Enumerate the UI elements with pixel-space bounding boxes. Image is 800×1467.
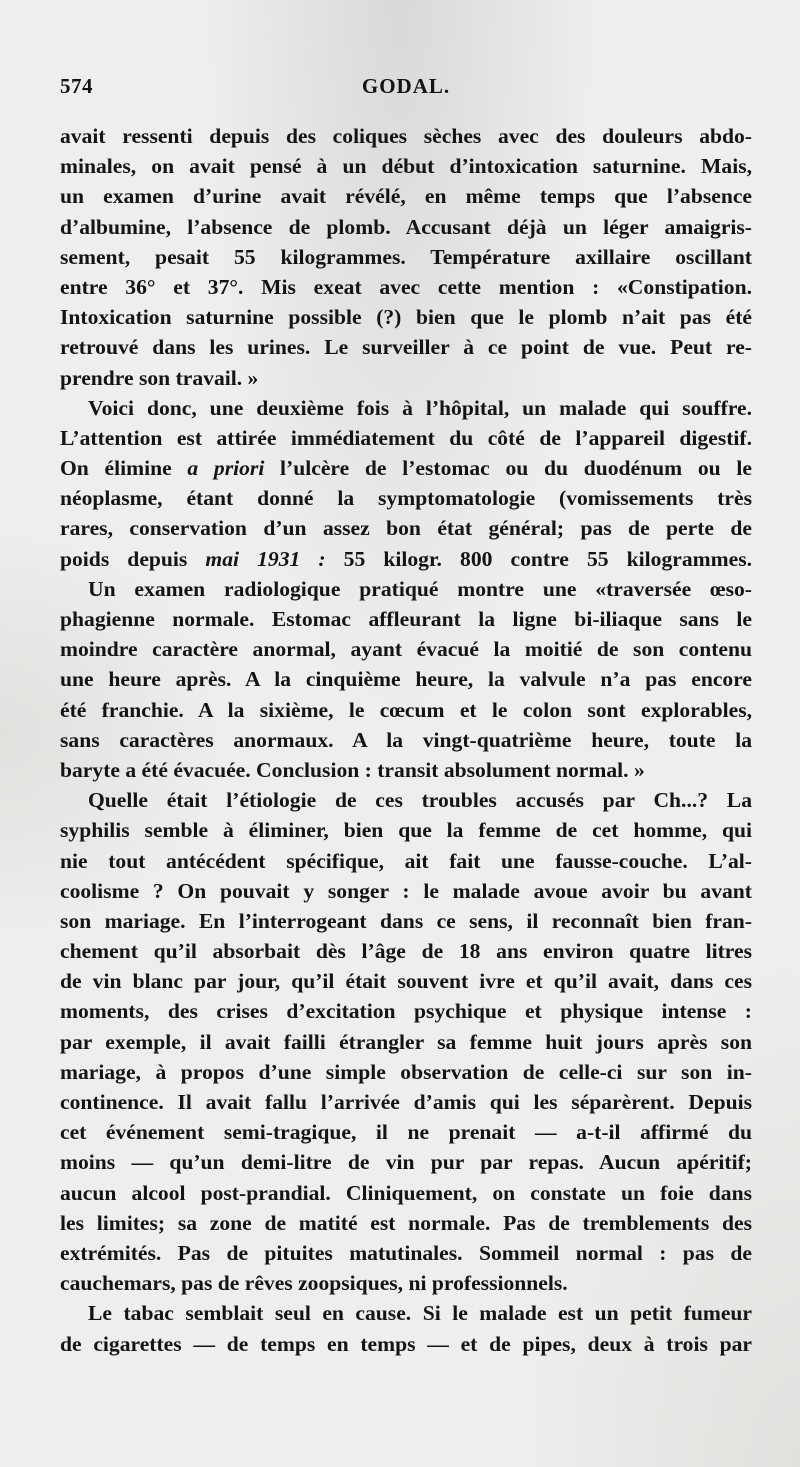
text-line: mariage, à propos d’une simple observation de celle-ci sur son in- <box>60 1059 752 1084</box>
text-line: moins — qu’un demi-litre de vin pur par repas. Aucun apéritif; <box>60 1150 752 1175</box>
text-line: syphilis semble à éliminer, bien que la femme de cet homme, qui <box>60 818 752 843</box>
text-line: extrémités. Pas de pituites matutinales. Sommeil normal : pas de <box>60 1240 752 1265</box>
text-line: sement, pesait 55 kilogrammes. Température axillaire oscillant <box>60 244 752 269</box>
text-line: On élimine a priori l’ulcère de l’estomac ou du duodénum ou le <box>60 456 752 481</box>
text-line: poids depuis mai 1931 : 55 kilogr. 800 contre 55 kilogrammes. <box>60 546 752 571</box>
text-line: continence. Il avait fallu l’arrivée d’amis qui les séparèrent. Depuis <box>60 1090 752 1114</box>
text-line: entre 36° et 37°. Mis exeat avec cette mention : «Constipation. <box>60 274 752 299</box>
text-line: aucun alcool post-prandial. Cliniquement, on constate un foie dans <box>60 1180 752 1205</box>
text-line: coolisme ? On pouvait y songer : le malade avoue avoir bu avant <box>60 878 752 903</box>
text-line: cauchemars, pas de rêves zoopsiques, ni professionnels. <box>60 1271 568 1296</box>
text-line: néoplasme, étant donné la symptomatologie (vomissements très <box>60 486 752 511</box>
text-line: moindre caractère anormal, ayant évacué la moitié de son contenu <box>60 637 752 662</box>
text-line: un examen d’urine avait révélé, en même temps que l’absence <box>60 184 752 209</box>
page-number: 574 <box>60 74 93 98</box>
text-line: sans caractères anormaux. A la vingt-quatrième heure, toute la <box>60 727 752 752</box>
text-line: retrouvé dans les urines. Le surveiller à ce point de vue. Peut re- <box>60 335 752 360</box>
text-line: rares, conservation d’un assez bon état général; pas de perte de <box>60 516 752 541</box>
running-title: GODAL. <box>361 74 451 98</box>
text-line: son mariage. En l’interrogeant dans ce sens, il reconnaît bien fran- <box>60 908 752 933</box>
text-line: L’attention est attirée immédiatement du côté de l’appareil digestif. <box>60 425 752 450</box>
text-line: les limites; sa zone de matité est normale. Pas de tremblements des <box>60 1210 752 1235</box>
text-line: une heure après. A la cinquième heure, la valvule n’a pas encore <box>60 667 752 692</box>
text-line: avait ressenti depuis des coliques sèches avec des douleurs abdo- <box>60 124 752 148</box>
text-line: phagienne normale. Estomac affleurant la ligne bi-iliaque sans le <box>60 607 752 631</box>
text-line: chement qu’il absorbait dès l’âge de 18 ans environ quatre litres <box>60 939 752 964</box>
text-line: baryte a été évacuée. Conclusion : transit absolument normal. » <box>60 757 645 782</box>
running-head <box>60 74 752 104</box>
text-line: Le tabac semblait seul en cause. Si le malade est un petit fumeur <box>88 1301 752 1326</box>
text-line: de cigarettes — de temps en temps — et de pipes, deux à trois par <box>60 1331 752 1356</box>
text-line: été franchie. A la sixième, le cœcum et le colon sont explorables, <box>60 697 752 722</box>
text-line: Intoxication saturnine possible (?) bien que le plomb n’ait pas été <box>60 305 752 330</box>
text-line: par exemple, il avait failli étrangler sa femme huit jours après son <box>60 1029 752 1054</box>
text-line: de vin blanc par jour, qu’il était souvent ivre et qu’il avait, dans ces <box>60 969 752 994</box>
text-line: cet événement semi-tragique, il ne prenait — a-t-il affirmé du <box>60 1120 752 1145</box>
text-line: moments, des crises d’excitation psychique et physique intense : <box>60 999 752 1024</box>
body-text <box>60 121 752 1359</box>
text-line: Voici donc, une deuxième fois à l’hôpital, un malade qui souffre. <box>88 395 752 420</box>
text-line: nie tout antécédent spécifique, ait fait une fausse-couche. L’al- <box>60 848 752 873</box>
text-line: prendre son travail. » <box>60 365 259 390</box>
text-line: Quelle était l’étiologie de ces troubles accusés par Ch...? La <box>88 788 752 813</box>
text-line: minales, on avait pensé à un début d’intoxication saturnine. Mais, <box>60 154 752 179</box>
text-line: d’albumine, l’absence de plomb. Accusant déjà un léger amaigris- <box>60 214 752 239</box>
text-line: Un examen radiologique pratiqué montre une «traversée œso- <box>88 576 752 601</box>
